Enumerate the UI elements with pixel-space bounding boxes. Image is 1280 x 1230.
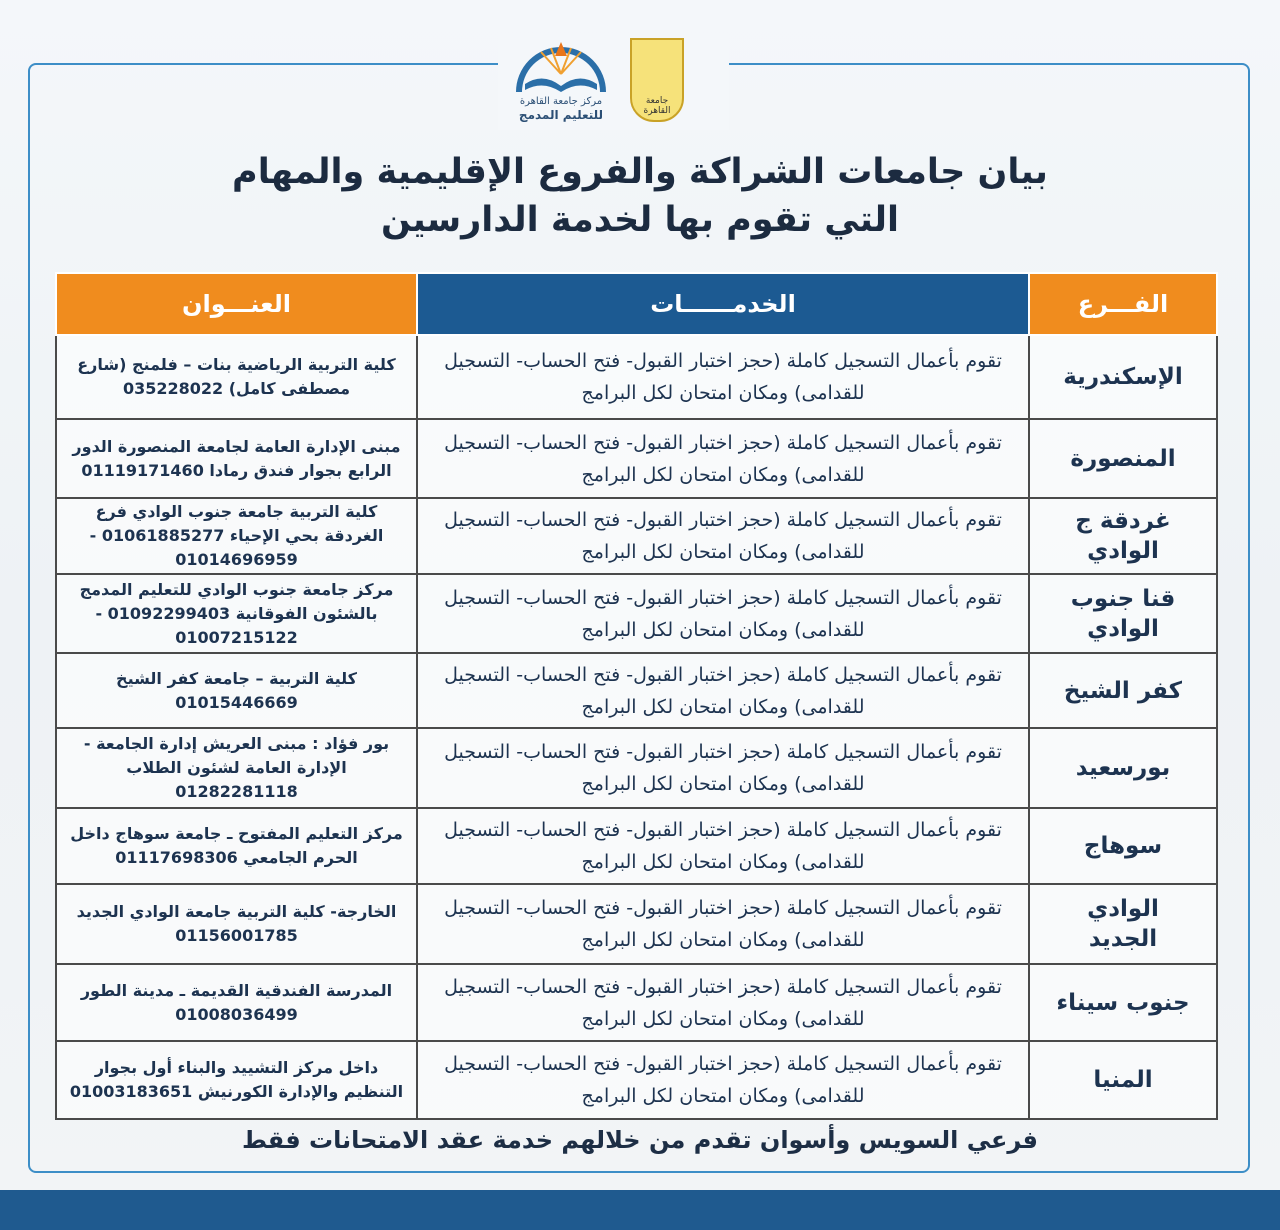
bottom-band <box>0 1190 1280 1230</box>
header-address: العنـــوان <box>56 273 417 335</box>
branch-cell: قنا جنوب الوادي <box>1029 574 1217 653</box>
branch-cell: المنيا <box>1029 1041 1217 1119</box>
table-row <box>56 574 1217 653</box>
header-branch: الفـــرع <box>1029 273 1217 335</box>
address-cell: كلية التربية الرياضية بنات – فلمنج (شارع مصطفى كامل) 035228022 <box>56 335 417 419</box>
table-header-row <box>56 273 1217 335</box>
branch-cell: غردقة ج الوادي <box>1029 498 1217 574</box>
services-cell: تقوم بأعمال التسجيل كاملة (حجز اختبار القبول- فتح الحساب- التسجيل للقدامى) ومكان امتحان لكل البرامج <box>417 964 1029 1041</box>
logo-text-line2: للتعليم المدمج <box>518 108 604 122</box>
services-cell: تقوم بأعمال التسجيل كاملة (حجز اختبار القبول- فتح الحساب- التسجيل للقدامى) ومكان امتحان لكل البرامج <box>417 498 1029 574</box>
address-cell: المدرسة الفندقية القديمة ـ مدينة الطور 01008036499 <box>56 964 417 1041</box>
branch-cell: جنوب سيناء <box>1029 964 1217 1041</box>
address-cell: مركز جامعة جنوب الوادي للتعليم المدمج بالشئون الفوقانية 01092299403 - 01007215122 <box>56 574 417 653</box>
branches-table <box>55 272 1218 1120</box>
services-cell: تقوم بأعمال التسجيل كاملة (حجز اختبار القبول- فتح الحساب- التسجيل للقدامى) ومكان امتحان لكل البرامج <box>417 335 1029 419</box>
table-row <box>56 1041 1217 1119</box>
services-cell: تقوم بأعمال التسجيل كاملة (حجز اختبار القبول- فتح الحساب- التسجيل للقدامى) ومكان امتحان لكل البرامج <box>417 884 1029 964</box>
header-services: الخدمــــــات <box>417 273 1029 335</box>
logos <box>498 34 729 130</box>
table-row <box>56 808 1217 884</box>
table-row <box>56 964 1217 1041</box>
branch-cell: المنصورة <box>1029 419 1217 498</box>
page-title <box>0 148 1280 244</box>
table-row <box>56 653 1217 728</box>
address-cell: كلية التربية جامعة جنوب الوادي فرع الغردقة بحي الإحياء 01061885277 - 01014696959 <box>56 498 417 574</box>
table-row <box>56 335 1217 419</box>
services-cell: تقوم بأعمال التسجيل كاملة (حجز اختبار القبول- فتح الحساب- التسجيل للقدامى) ومكان امتحان لكل البرامج <box>417 808 1029 884</box>
branch-cell: الإسكندرية <box>1029 335 1217 419</box>
cairo-university-logo-text: جامعة القاهرة <box>643 96 671 116</box>
blended-learning-center-logo <box>506 34 616 130</box>
table-row <box>56 728 1217 808</box>
address-cell: مبنى الإدارة العامة لجامعة المنصورة الدور الرابع بجوار فندق رمادا 01119171460 <box>56 419 417 498</box>
services-cell: تقوم بأعمال التسجيل كاملة (حجز اختبار القبول- فتح الحساب- التسجيل للقدامى) ومكان امتحان لكل البرامج <box>417 1041 1029 1119</box>
branch-cell: بورسعيد <box>1029 728 1217 808</box>
address-cell: الخارجة- كلية التربية جامعة الوادي الجديد 01156001785 <box>56 884 417 964</box>
title-line2: التي تقوم بها لخدمة الدارسين <box>380 200 900 240</box>
branch-cell: الوادي الجديد <box>1029 884 1217 964</box>
services-cell: تقوم بأعمال التسجيل كاملة (حجز اختبار القبول- فتح الحساب- التسجيل للقدامى) ومكان امتحان لكل البرامج <box>417 574 1029 653</box>
services-cell: تقوم بأعمال التسجيل كاملة (حجز اختبار القبول- فتح الحساب- التسجيل للقدامى) ومكان امتحان لكل البرامج <box>417 728 1029 808</box>
table-row <box>56 884 1217 964</box>
footer-note: فرعي السويس وأسوان تقدم من خلالهم خدمة عقد الامتحانات فقط <box>241 1126 1039 1154</box>
title-line1: بيان جامعات الشراكة والفروع الإقليمية والمهام <box>232 152 1048 192</box>
logo-text-line1: مركز جامعة القاهرة <box>519 96 603 107</box>
address-cell: كلية التربية – جامعة كفر الشيخ 01015446669 <box>56 653 417 728</box>
address-cell: بور فؤاد : مبنى العريش إدارة الجامعة - الإدارة العامة لشئون الطلاب 01282281118 <box>56 728 417 808</box>
table-row <box>56 419 1217 498</box>
table-row <box>56 498 1217 574</box>
branch-cell: سوهاج <box>1029 808 1217 884</box>
services-cell: تقوم بأعمال التسجيل كاملة (حجز اختبار القبول- فتح الحساب- التسجيل للقدامى) ومكان امتحان لكل البرامج <box>417 419 1029 498</box>
branch-cell: كفر الشيخ <box>1029 653 1217 728</box>
cairo-university-logo <box>630 38 684 122</box>
address-cell: داخل مركز التشييد والبناء أول بجوار التنظيم والإدارة الكورنيش 01003183651 <box>56 1041 417 1119</box>
address-cell: مركز التعليم المفتوح ـ جامعة سوهاج داخل الحرم الجامعي 01117698306 <box>56 808 417 884</box>
services-cell: تقوم بأعمال التسجيل كاملة (حجز اختبار القبول- فتح الحساب- التسجيل للقدامى) ومكان امتحان لكل البرامج <box>417 653 1029 728</box>
